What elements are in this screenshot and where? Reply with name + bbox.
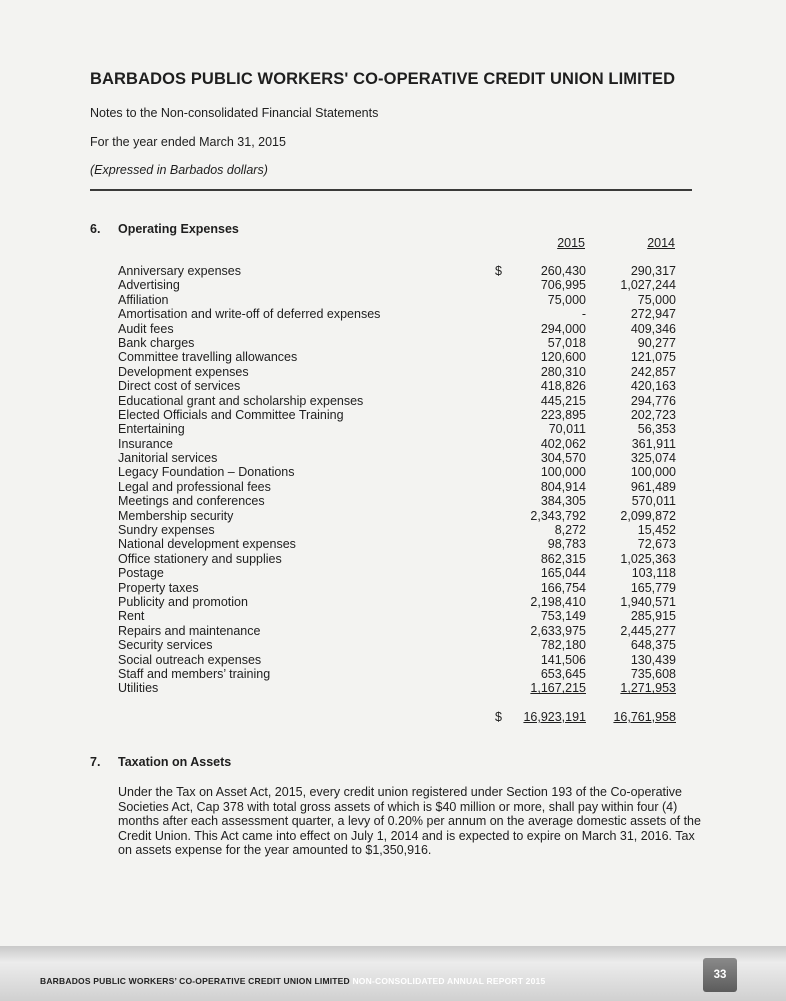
row-value-2015: 2,198,410 [530,594,586,609]
table-row [118,638,678,652]
row-label: Legacy Foundation – Donations [118,465,295,480]
row-label: Development expenses [118,364,249,379]
row-value-2014: 290,317 [630,264,676,278]
row-value-2015: 141,506 [540,652,586,667]
table-row [118,595,678,609]
total-2015: 16,923,191 [523,710,586,724]
row-value-2015: 166,754 [540,580,586,595]
row-value-2015: 57,018 [547,335,586,350]
row-value-2014: 325,074 [630,451,676,466]
row-value-2015: 862,315 [540,551,586,566]
row-value-2015: 384,305 [540,494,586,509]
row-label: Postage [118,566,164,581]
row-value-2015: 445,215 [540,393,586,408]
row-value-2014: 202,723 [630,407,676,422]
row-value-2014: 90,277 [637,335,676,350]
row-label: Audit fees [118,321,174,336]
row-value-2014: 735,608 [630,666,676,681]
table-row [118,566,678,580]
row-value-2014: 130,439 [630,652,676,667]
row-value-2014: 294,776 [630,393,676,408]
row-value-2014: 1,025,363 [620,551,676,566]
row-label: Advertising [118,278,180,293]
row-label: Janitorial services [118,451,218,466]
row-value-2015: 294,000 [540,321,586,336]
row-label: Educational grant and scholarship expenses [118,393,364,408]
table-row [118,422,678,436]
table-row [118,408,678,422]
row-value-2014: 420,163 [630,379,676,394]
table-row [118,624,678,638]
row-value-2014: 570,011 [631,494,676,509]
row-currency-symbol: $ [495,264,502,278]
row-value-2015: 418,826 [540,379,586,394]
section-6-number: 6. [90,222,101,236]
row-label: Rent [118,609,145,624]
row-value-2015: 70,011 [548,422,586,437]
operating-expenses-table [118,264,678,696]
row-label: Anniversary expenses [118,264,241,278]
row-value-2015: 753,149 [540,609,586,624]
table-row [118,437,678,451]
header-divider [90,189,692,191]
section-7-title: Taxation on Assets [118,755,232,769]
row-value-2015: 280,310 [540,364,586,379]
table-row [118,653,678,667]
row-value-2015: 8,272 [554,523,586,538]
row-value-2015: 223,895 [540,407,586,422]
row-value-2014: 15,452 [637,523,676,538]
row-value-2014: 165,779 [630,580,676,595]
row-value-2014: 103,118 [631,566,676,581]
row-label: Legal and professional fees [118,479,271,494]
row-value-2014: 75,000 [637,292,676,307]
row-value-2014: 272,947 [630,307,676,322]
row-label: Social outreach expenses [118,652,262,667]
row-label: Sundry expenses [118,523,215,538]
table-row [118,394,678,408]
table-row [118,552,678,566]
section-7-paragraph: Under the Tax on Asset Act, 2015, every credit union registered under Section 193 of the Co-operative Societies Act, Cap 378 with total gross assets of which is $40 million or more, shall pay within four (4) months after each assessment quarter, a levy of 0.20% per annum on the average domestic assets of the Credit Union. This Act came into effect on July 1, 2014 and is expected to expire on March 31, 2016. Tax on assets expense for the year amounted to $1,350,916. [118,785,701,858]
operating-expenses-total-row [118,710,678,726]
row-label: Direct cost of services [118,379,241,394]
section-7-number: 7. [90,755,101,769]
row-label: Repairs and maintenance [118,623,261,638]
row-value-2014: 961,489 [630,479,676,494]
row-label: Affiliation [118,292,169,307]
row-label: Membership security [118,508,234,523]
row-value-2014: 1,027,244 [620,278,676,293]
row-label: Staff and members’ training [118,666,271,681]
row-value-2015: 260,430 [540,264,586,278]
page-footer [0,946,786,1001]
row-value-2015: 304,570 [540,451,586,466]
row-label: Meetings and conferences [118,494,265,509]
row-value-2014: 2,445,277 [620,623,676,638]
table-row [118,322,678,336]
row-value-2015: - [581,307,586,322]
row-label: Office stationery and supplies [118,551,282,566]
table-row [118,278,678,292]
row-label: Amortisation and write-off of deferred expenses [118,307,381,322]
row-value-2015: 706,995 [540,278,586,293]
row-value-2015: 804,914 [540,479,586,494]
total-currency-symbol: $ [495,710,502,724]
column-header-2014: 2014 [647,236,675,250]
document-title: BARBADOS PUBLIC WORKERS' CO-OPERATIVE CREDIT UNION LIMITED [90,70,676,88]
footer-org-name: BARBADOS PUBLIC WORKERS’ CO-OPERATIVE CREDIT UNION LIMITED [40,976,350,986]
row-value-2014: 361,911 [631,436,676,451]
row-value-2015: 2,343,792 [530,508,586,523]
row-label: Security services [118,638,213,653]
document-subtitle: Notes to the Non-consolidated Financial Statements [90,106,379,120]
table-row [118,494,678,508]
row-value-2015: 402,062 [540,436,586,451]
row-label: Entertaining [118,422,185,437]
table-row [118,336,678,350]
table-row [118,350,678,364]
row-label: Publicity and promotion [118,594,248,609]
row-value-2014: 409,346 [630,321,676,336]
row-value-2015: 165,044 [540,566,586,581]
table-row [118,307,678,321]
row-label: Bank charges [118,335,195,350]
row-label: Insurance [118,436,173,451]
table-row [118,465,678,479]
table-row [118,480,678,494]
page-number: 33 [703,958,737,992]
table-row [118,537,678,551]
row-value-2014: 285,915 [630,609,676,624]
total-2014: 16,761,958 [613,710,676,724]
row-value-2014: 56,353 [637,422,676,437]
row-label: Elected Officials and Committee Training [118,407,344,422]
row-value-2015: 120,600 [540,350,586,365]
table-row [118,451,678,465]
row-value-2015: 75,000 [547,292,586,307]
table-row [118,365,678,379]
section-6-title: Operating Expenses [118,222,239,236]
footer-text [40,976,545,986]
row-value-2014: 1,271,953 [620,681,676,696]
row-label: Committee travelling allowances [118,350,298,365]
row-value-2014: 1,940,571 [620,594,676,609]
row-label: National development expenses [118,537,296,552]
table-row [118,581,678,595]
table-row [118,509,678,523]
row-value-2014: 72,673 [637,537,676,552]
footer-report-name: NON-CONSOLIDATED ANNUAL REPORT 2015 [352,976,546,986]
row-value-2015: 2,633,975 [530,623,586,638]
column-header-2015: 2015 [557,236,585,250]
currency-note: (Expressed in Barbados dollars) [90,163,268,177]
table-row [118,667,678,681]
row-label: Utilities [118,681,159,696]
table-row [118,264,678,278]
row-value-2015: 100,000 [540,465,586,480]
row-value-2015: 653,645 [540,666,586,681]
reporting-period: For the year ended March 31, 2015 [90,135,286,149]
row-label: Property taxes [118,580,199,595]
row-value-2014: 242,857 [630,364,676,379]
table-row [118,379,678,393]
row-value-2014: 121,075 [630,350,676,365]
table-row [118,609,678,623]
table-row [118,293,678,307]
row-value-2015: 782,180 [540,638,586,653]
row-value-2015: 1,167,215 [530,681,586,696]
row-value-2014: 100,000 [630,465,676,480]
table-row [118,681,678,695]
row-value-2015: 98,783 [547,537,586,552]
row-value-2014: 2,099,872 [620,508,676,523]
table-row [118,523,678,537]
row-value-2014: 648,375 [630,638,676,653]
